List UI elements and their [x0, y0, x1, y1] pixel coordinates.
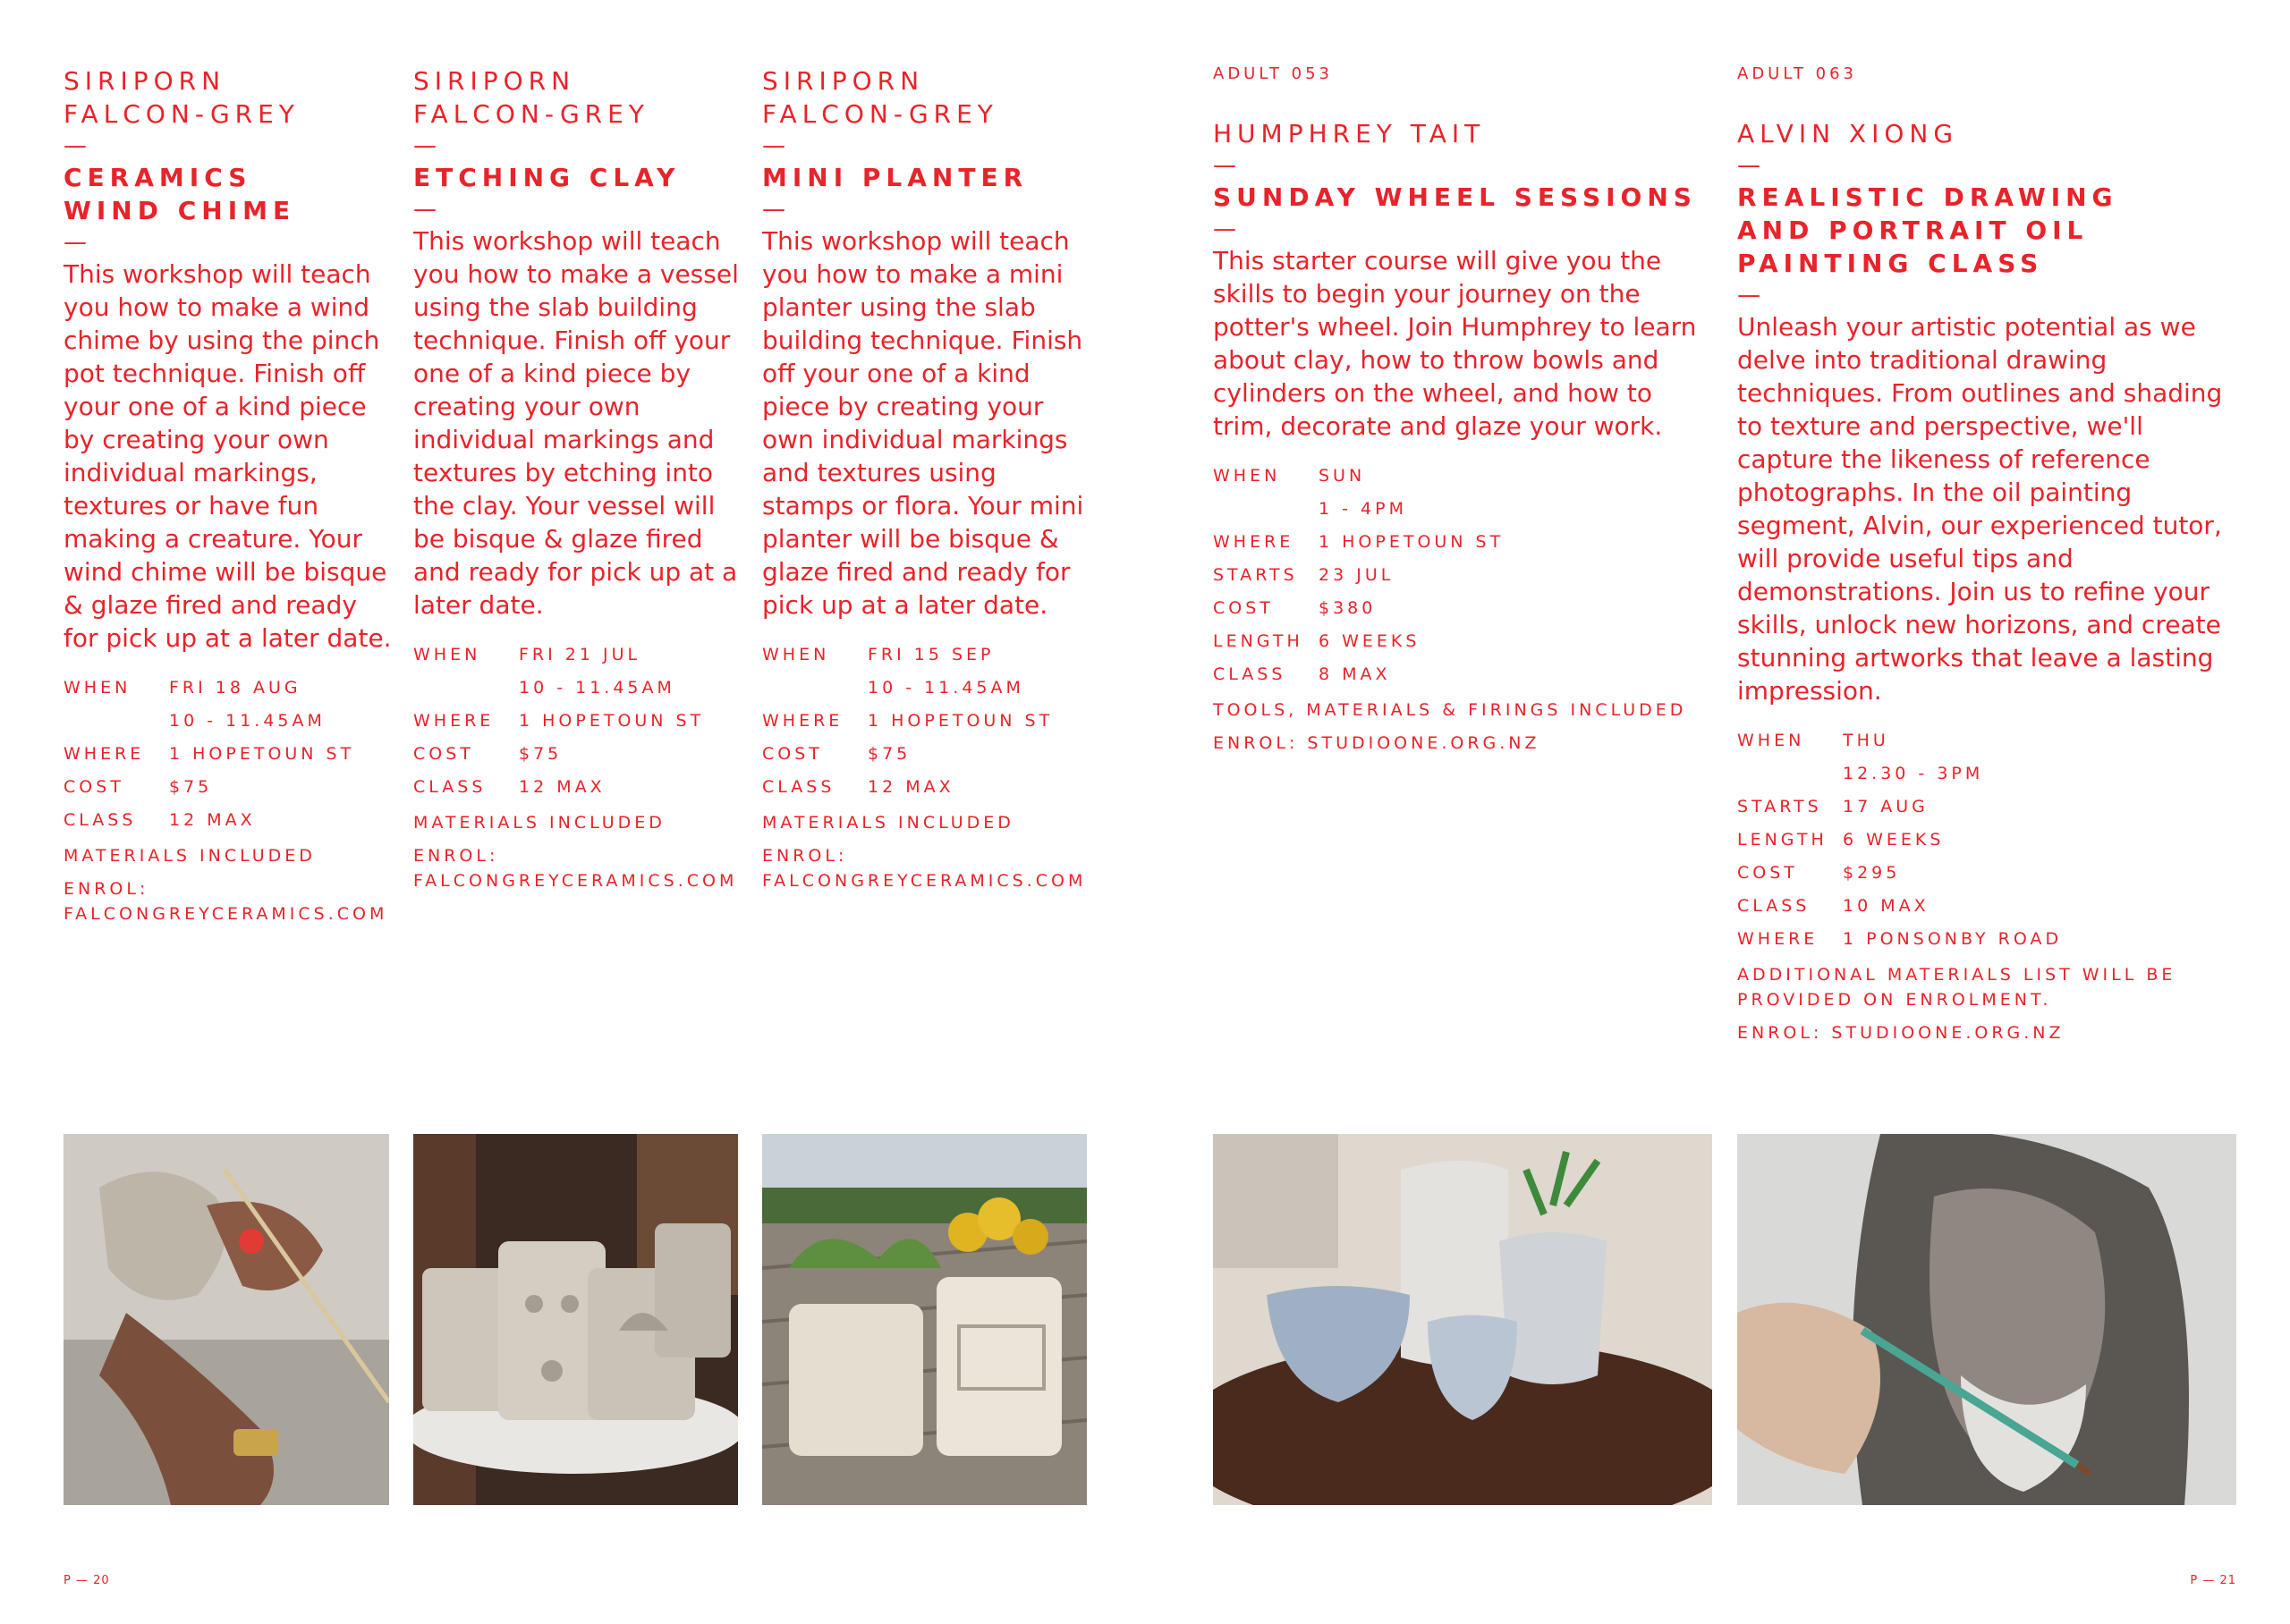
- detail-time: [1737, 764, 2238, 784]
- class-value: 12 MAX: [868, 777, 954, 797]
- when-value: FRI 21 JUL: [519, 645, 641, 664]
- detail-when: [413, 645, 744, 665]
- where-value: 1 HOPETOUN ST: [169, 744, 355, 764]
- page-number-left: P — 20: [64, 1574, 110, 1587]
- class-label: CLASS: [1213, 664, 1286, 684]
- class-value: 8 MAX: [1319, 664, 1391, 684]
- course-portrait-painting: [1737, 64, 2238, 1045]
- cost-value: $295: [1843, 863, 1901, 883]
- course-etching-clay: [413, 64, 744, 893]
- portrait-painting-photo: [1737, 1134, 2236, 1505]
- cost-value: $75: [868, 744, 912, 764]
- detail-starts: [1213, 565, 1714, 586]
- divider: —: [413, 132, 437, 159]
- class-label: CLASS: [64, 810, 137, 830]
- page-number-right: P — 21: [2190, 1574, 2236, 1587]
- detail-where: [413, 711, 744, 732]
- class-label: CLASS: [413, 777, 487, 797]
- materials-note: MATERIALS INCLUDED: [762, 813, 1014, 833]
- tutor-name: SIRIPORN FALCON-GREY: [413, 66, 649, 129]
- starts-label: STARTS: [1737, 797, 1822, 816]
- where-label: WHERE: [1213, 532, 1294, 552]
- course-wind-chime: [64, 64, 394, 926]
- divider: —: [1213, 152, 1236, 179]
- when-label: WHEN: [1737, 731, 1805, 750]
- course-description: This starter course will give you the skills to begin your journey on the potter's wheel. Join Humphrey to learn about clay, how to throw bowls and cylinders on the wheel, and how to trim, decorate and glaze your work.: [1213, 246, 1697, 441]
- course-details: [1737, 731, 2238, 1045]
- detail-time: [413, 678, 744, 698]
- course-details: [64, 678, 394, 926]
- cost-value: $380: [1319, 598, 1377, 618]
- cost-value: $75: [169, 777, 213, 797]
- wheel-pottery-photo: [1213, 1134, 1712, 1505]
- detail-cost: [64, 777, 394, 798]
- length-label: LENGTH: [1737, 830, 1828, 850]
- divider: —: [762, 132, 785, 159]
- tutor-name: SIRIPORN FALCON-GREY: [762, 66, 998, 129]
- time-value: 10 - 11.45AM: [519, 678, 675, 698]
- detail-cost: [762, 744, 1093, 765]
- cost-label: COST: [1737, 863, 1798, 883]
- divider: —: [1737, 152, 1760, 179]
- enrol-link[interactable]: ENROL: STUDIOONE.ORG.NZ: [1737, 1023, 2065, 1043]
- time-value: 10 - 11.45AM: [868, 678, 1024, 698]
- detail-length: [1213, 631, 1714, 652]
- course-description: This workshop will teach you how to make a wind chime by using the pinch pot technique. Finish off your one of a kind piece by creating your own individual markings, textures or have fun making a creature. Your wind chime will be bisque & glaze fired and ready for pick up at a later date.: [64, 259, 392, 653]
- detail-time: [1213, 499, 1714, 520]
- divider: —: [762, 196, 785, 223]
- course-details: [762, 645, 1093, 893]
- etching-clay-photo: [413, 1134, 738, 1505]
- time-value: 1 - 4PM: [1319, 499, 1407, 519]
- detail-time: [762, 678, 1093, 698]
- when-label: WHEN: [762, 645, 830, 664]
- divider: —: [1737, 282, 1760, 309]
- materials-note: MATERIALS INCLUDED: [413, 813, 666, 833]
- detail-when: [64, 678, 394, 698]
- cost-value: $75: [519, 744, 563, 764]
- detail-where: [1213, 532, 1714, 553]
- detail-where: [762, 711, 1093, 732]
- length-value: 6 WEEKS: [1843, 830, 1945, 850]
- tutor-name: HUMPHREY TAIT: [1213, 119, 1486, 148]
- detail-class: [762, 777, 1093, 798]
- where-label: WHERE: [413, 711, 495, 731]
- detail-when: [1213, 466, 1714, 486]
- detail-where: [64, 744, 394, 765]
- when-label: WHEN: [1213, 466, 1281, 486]
- where-value: 1 HOPETOUN ST: [1319, 532, 1505, 552]
- when-value: FRI 15 SEP: [868, 645, 995, 664]
- detail-cost: [1213, 598, 1714, 619]
- course-title: SUNDAY WHEEL SESSIONS: [1213, 182, 1697, 212]
- when-value: THU: [1843, 731, 1889, 750]
- course-title: CERAMICS WIND CHIME: [64, 163, 296, 225]
- when-value: FRI 18 AUG: [169, 678, 301, 698]
- course-details: [1213, 466, 1714, 756]
- course-description: This workshop will teach you how to make a mini planter using the slab building technique. Finish off your one of a kind piece by creating your own individual markings and textures using stamps or flora. Your mini planter will be bisque & glaze fired and ready for pick up at a later date.: [762, 226, 1084, 620]
- enrol-link[interactable]: ENROL: FALCONGREYCERAMICS.COM: [762, 846, 1087, 891]
- time-value: 10 - 11.45AM: [169, 711, 326, 731]
- class-value: 12 MAX: [169, 810, 256, 830]
- cost-label: COST: [413, 744, 474, 764]
- detail-class: [64, 810, 394, 831]
- divider: —: [413, 196, 437, 223]
- detail-class: [1737, 896, 2238, 917]
- cost-label: COST: [1213, 598, 1274, 618]
- starts-value: 17 AUG: [1843, 797, 1929, 816]
- detail-length: [1737, 830, 2238, 850]
- detail-cost: [413, 744, 744, 765]
- course-description: This workshop will teach you how to make a vessel using the slab building technique. Finish off your one of a kind piece by creating your own individual markings and textures by etching into the clay. Your vessel will be bisque & glaze fired and ready for pick up at a later date.: [413, 226, 739, 620]
- where-value: 1 PONSONBY ROAD: [1843, 929, 2063, 949]
- starts-value: 23 JUL: [1319, 565, 1395, 585]
- class-value: 12 MAX: [519, 777, 606, 797]
- when-label: WHEN: [413, 645, 481, 664]
- cost-label: COST: [64, 777, 124, 797]
- divider: —: [64, 132, 87, 159]
- enrol-link[interactable]: ENROL: FALCONGREYCERAMICS.COM: [413, 846, 738, 891]
- divider: —: [1213, 216, 1236, 242]
- where-label: WHERE: [762, 711, 844, 731]
- course-title: ETCHING CLAY: [413, 163, 681, 192]
- length-label: LENGTH: [1213, 631, 1303, 651]
- when-label: WHEN: [64, 678, 131, 698]
- detail-cost: [1737, 863, 2238, 884]
- detail-class: [413, 777, 744, 798]
- detail-starts: [1737, 797, 2238, 817]
- course-title: MINI PLANTER: [762, 163, 1029, 192]
- materials-note: TOOLS, MATERIALS & FIRINGS INCLUDED: [1213, 700, 1687, 720]
- course-details: [413, 645, 744, 893]
- divider: —: [64, 229, 87, 256]
- class-value: 10 MAX: [1843, 896, 1930, 916]
- detail-when: [1737, 731, 2238, 751]
- materials-note: ADDITIONAL MATERIALS LIST WILL BE PROVIDED ON ENROLMENT.: [1737, 965, 2176, 1010]
- starts-label: STARTS: [1213, 565, 1298, 585]
- when-value: SUN: [1319, 466, 1366, 486]
- tutor-name: SIRIPORN FALCON-GREY: [64, 66, 300, 129]
- class-label: CLASS: [1737, 896, 1811, 916]
- course-mini-planter: [762, 64, 1093, 893]
- mini-planter-photo: [762, 1134, 1087, 1505]
- cost-label: COST: [762, 744, 823, 764]
- enrol-link[interactable]: ENROL: FALCONGREYCERAMICS.COM: [64, 879, 388, 924]
- length-value: 6 WEEKS: [1319, 631, 1421, 651]
- where-value: 1 HOPETOUN ST: [868, 711, 1054, 731]
- detail-when: [762, 645, 1093, 665]
- course-code: ADULT 063: [1737, 64, 1857, 83]
- detail-where: [1737, 929, 2238, 950]
- detail-class: [1213, 664, 1714, 685]
- course-description: Unleash your artistic potential as we delve into traditional drawing techniques. From outlines and shading to texture and perspective, we'll capture the likeness of reference photographs. In the oil painting segment, Alvin, our experienced tutor, will provide useful tips and demonstrations. Join us to refine your skills, unlock new horizons, and create stunning artworks that leave a lasting impression.: [1737, 312, 2223, 706]
- where-label: WHERE: [64, 744, 145, 764]
- class-label: CLASS: [762, 777, 835, 797]
- where-value: 1 HOPETOUN ST: [519, 711, 705, 731]
- where-label: WHERE: [1737, 929, 1819, 949]
- course-code: ADULT 053: [1213, 64, 1333, 83]
- materials-note: MATERIALS INCLUDED: [64, 846, 316, 866]
- course-sunday-wheel: [1213, 64, 1714, 756]
- wind-chime-photo: [64, 1134, 389, 1505]
- course-title: REALISTIC DRAWING AND PORTRAIT OIL PAINTING CLASS: [1737, 182, 2118, 278]
- enrol-link[interactable]: ENROL: STUDIOONE.ORG.NZ: [1213, 733, 1540, 753]
- time-value: 12.30 - 3PM: [1843, 764, 1984, 783]
- detail-time: [64, 711, 394, 732]
- tutor-name: ALVIN XIONG: [1737, 119, 1959, 148]
